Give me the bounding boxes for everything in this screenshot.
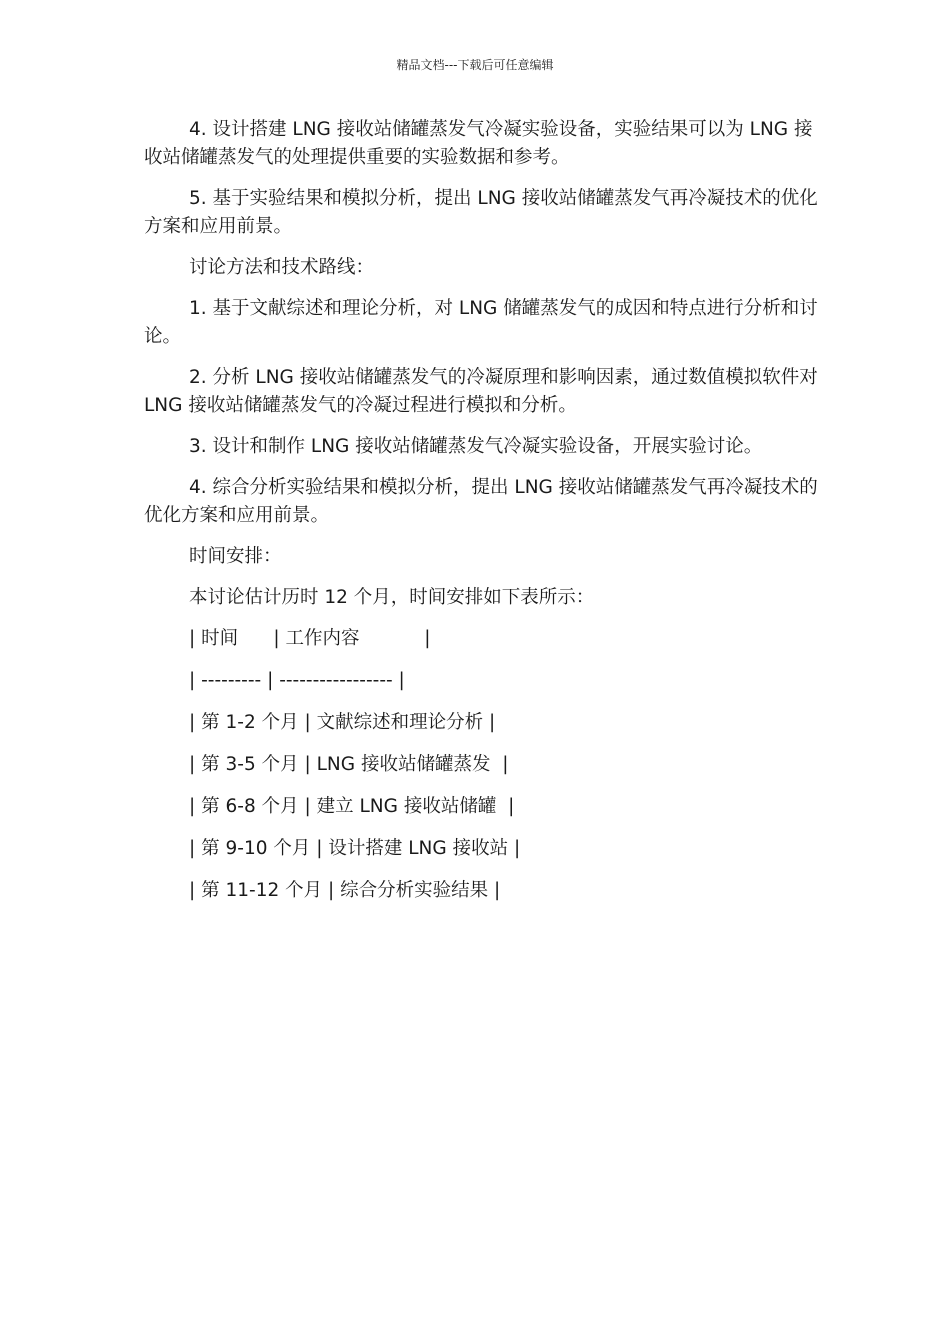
page-header: 精品文档---下载后可任意编辑 [396, 58, 554, 72]
paragraph-method-3: 3. 设计和制作 LNG 接收站储罐蒸发气冷凝实验设备，开展实验讨论。 [189, 436, 763, 457]
table-row: | 第 3-5 个月 | LNG 接收站储罐蒸发 | [189, 754, 509, 775]
paragraph-method-2: 2. 分析 LNG 接收站储罐蒸发气的冷凝原理和影响因素，通过数值模拟软件对 LNG 接收站储罐蒸发气的冷凝过程进行模拟和分析。 [144, 367, 818, 416]
paragraph-objective-4: 4. 设计搭建 LNG 接收站储罐蒸发气冷凝实验设备，实验结果可以为 LNG 接收站储罐蒸发气的处理提供重要的实验数据和参考。 [144, 119, 813, 168]
paragraph-schedule-intro: 本讨论估计历时 12 个月，时间安排如下表所示： [189, 587, 595, 608]
table-row: | 第 11-12 个月 | 综合分析实验结果 | [189, 880, 501, 901]
table-separator-row: | --------- | ----------------- | [189, 670, 405, 691]
table-header-row: | 时间 | 工作内容 | [189, 628, 431, 649]
section-heading-schedule: 时间安排： [189, 546, 282, 567]
paragraph-objective-5: 5. 基于实验结果和模拟分析，提出 LNG 接收站储罐蒸发气再冷凝技术的优化方案和应用前景。 [144, 188, 818, 237]
paragraph-method-4: 4. 综合分析实验结果和模拟分析，提出 LNG 接收站储罐蒸发气再冷凝技术的优化方案和应用前景。 [144, 477, 818, 526]
table-row: | 第 9-10 个月 | 设计搭建 LNG 接收站 | [189, 838, 521, 859]
table-row: | 第 1-2 个月 | 文献综述和理论分析 | [189, 712, 496, 733]
section-heading-methods: 讨论方法和技术路线： [189, 257, 375, 278]
table-row: | 第 6-8 个月 | 建立 LNG 接收站储罐 | [189, 796, 515, 817]
document-body [144, 116, 819, 919]
paragraph-method-1: 1. 基于文献综述和理论分析，对 LNG 储罐蒸发气的成因和特点进行分析和讨论。 [144, 298, 818, 347]
